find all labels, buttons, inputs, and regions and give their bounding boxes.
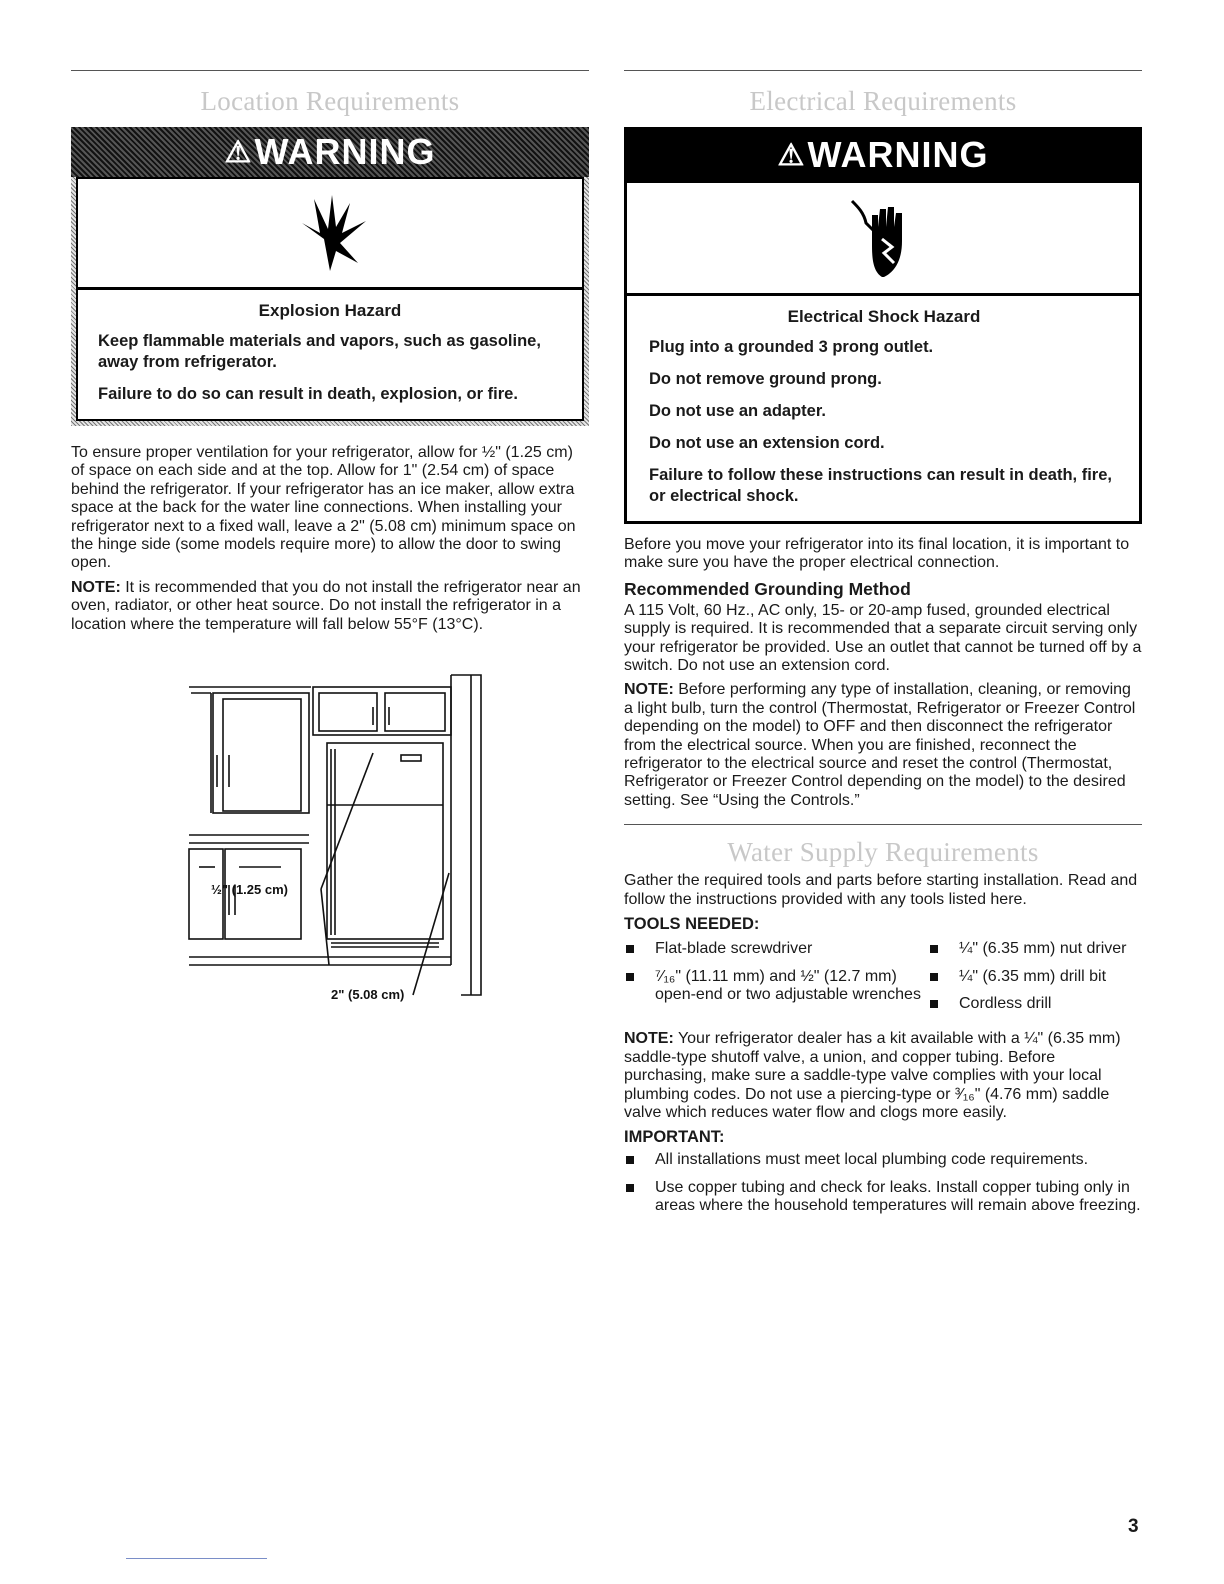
grounding-subheading: Recommended Grounding Method — [624, 578, 911, 599]
warning-signal-word: WARNING — [807, 134, 989, 175]
tools-list — [624, 936, 1142, 1030]
hazard-title: Electrical Shock Hazard — [787, 307, 981, 326]
tools-column-2 — [928, 940, 1142, 1022]
shock-warning-box — [624, 127, 1142, 524]
list-item: All installations must meet local plumbing code requirements. — [624, 1151, 1142, 1169]
tools-column-1 — [624, 940, 928, 1022]
warning-header — [627, 130, 1139, 180]
warning-line: Plug into a grounded 3 prong outlet. — [649, 338, 934, 356]
electrical-note — [624, 681, 1142, 810]
refrigerator-clearance-figure — [181, 665, 601, 1005]
list-item: ⁷⁄₁₆" (11.11 mm) and ½" (12.7 mm) open-end or two adjustable wrenches — [624, 968, 928, 1005]
electrical-title: Electrical Requirements — [749, 86, 1017, 116]
warning-triangle-icon: ⚠ — [224, 135, 253, 169]
water-note — [624, 1030, 1142, 1122]
warning-header — [71, 127, 589, 177]
top-rule — [71, 70, 589, 71]
explosion-warning-frame — [71, 127, 589, 426]
note-label: NOTE: — [71, 578, 121, 596]
footer-line — [126, 1558, 267, 1559]
warning-signal-word: WARNING — [254, 131, 436, 172]
water-intro: Gather the required tools and parts before starting installation. Read and follow the instructions provided with any tools listed here. — [624, 872, 1138, 908]
list-item: Cordless drill — [928, 995, 1142, 1013]
section-rule — [624, 824, 1142, 825]
water-title: Water Supply Requirements — [727, 837, 1039, 868]
important-list — [624, 1151, 1142, 1215]
tools-heading: TOOLS NEEDED: — [624, 915, 760, 934]
electrical-intro: Before you move your refrigerator into its final location, it is important to make sure you have the proper electrical connection. — [624, 536, 1130, 572]
location-section — [71, 70, 589, 1002]
warning-line: Do not remove ground prong. — [649, 370, 882, 388]
electric-shock-hand-icon — [848, 193, 918, 283]
shock-warning-text — [627, 296, 1139, 521]
note-label: NOTE: — [624, 681, 674, 699]
warning-line: Do not use an adapter. — [649, 402, 826, 420]
location-note — [71, 579, 589, 634]
note-text: Before performing any type of installation, cleaning, or removing a light bulb, turn the control (Thermostat, Refrigerator or Freezer Control depending on the model) to OFF and then disconnect the refrigerator from the electrical source. When you are finished, reconnect the refrigerator to the electrical source and reset the control (Thermostat, Refrigerator or Freezer Control depending on the model) to the desired setting. See “Using the Controls.” — [624, 681, 1136, 809]
warning-triangle-icon: ⚠ — [777, 138, 806, 172]
explosion-icon — [290, 193, 370, 273]
side-clearance-label: ½" (1.25 cm) — [211, 882, 288, 897]
note-label: NOTE: — [624, 1030, 674, 1048]
warning-line: Failure to follow these instructions can result in death, fire, or electrical shock. — [649, 466, 1112, 505]
shock-icon-area — [627, 180, 1139, 296]
list-item: ¼" (6.35 mm) nut driver — [928, 940, 1142, 958]
warning-line: Do not use an extension cord. — [649, 434, 885, 452]
top-rule — [624, 70, 1142, 71]
page-number: 3 — [1128, 1516, 1139, 1537]
ventilation-paragraph: To ensure proper ventilation for your refrigerator, allow for ½" (1.25 cm) of space on each side and at the top. Allow for 1" (2.54 cm) of space behind the refrigerator. If your refrigerator has an ice maker, allow extra space at the back for the water line connections. When installing your refrigerator next to a fixed wall, leave a 2" (5.08 cm) minimum space on the hinge side (some models require more) to allow the door to swing open. — [71, 444, 576, 572]
note-text: It is recommended that you do not install the refrigerator near an oven, radiator, or other heat source. Do not install the refrigerator in a location where the temperature will fall below 55°F (13°C). — [71, 578, 581, 633]
list-item: Flat-blade screwdriver — [624, 940, 928, 958]
explosion-icon-area — [78, 179, 582, 290]
list-item: ¼" (6.35 mm) drill bit — [928, 968, 1142, 986]
location-title: Location Requirements — [200, 86, 460, 116]
warning-line: Keep flammable materials and vapors, such as gasoline, away from refrigerator. — [98, 332, 541, 371]
important-heading: IMPORTANT: — [624, 1128, 725, 1147]
explosion-warning-box — [76, 177, 584, 421]
hazard-title: Explosion Hazard — [258, 301, 402, 320]
note-text: Your refrigerator dealer has a kit available with a ¼" (6.35 mm) saddle-type shutoff valve, a union, and copper tubing. Before purchasing, make sure a saddle-type valve complies with your local plumbing codes. Do not use a piercing-type or ³⁄₁₆" (4.76 mm) saddle valve which reduces water flow and clogs more easily. — [624, 1030, 1121, 1121]
electrical-section — [624, 70, 1142, 1225]
grounding-paragraph: A 115 Volt, 60 Hz., AC only, 15- or 20-amp fused, grounded electrical supply is required. It is recommended that a separate circuit serving only your refrigerator be provided. Use an outlet that cannot be turned off by a switch. Do not use an extension cord. — [624, 601, 1142, 675]
hinge-clearance-label: 2" (5.08 cm) — [331, 987, 405, 1002]
warning-line: Failure to do so can result in death, explosion, or fire. — [98, 385, 518, 403]
explosion-warning-text — [78, 290, 582, 419]
list-item: Use copper tubing and check for leaks. Install copper tubing only in areas where the household temperatures will remain above freezing. — [624, 1179, 1142, 1216]
